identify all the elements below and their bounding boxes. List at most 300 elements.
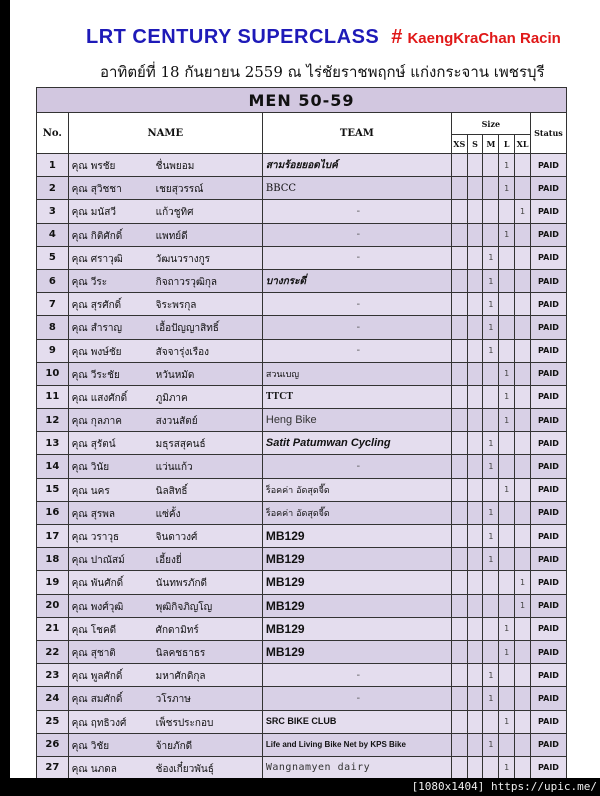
rider-name [68,177,262,200]
rider-last-name: แซ่คั้ง [155,508,181,520]
row-number: 16 [37,501,69,524]
rider-last-name: จิระพรกุล [155,300,197,312]
payment-status: PAID [530,710,566,733]
table-row [37,617,567,640]
rider-name [68,316,262,339]
rider-name [68,548,262,571]
rider-team [262,525,451,548]
rider-name [68,246,262,269]
team-name: - [356,692,361,704]
rider-last-name: ชื่นพยอม [155,161,195,172]
size-cell-l [499,501,515,524]
row-number: 4 [37,223,69,246]
table-row [37,177,567,200]
rider-name [68,756,262,778]
row-number: 2 [37,177,69,200]
rider-team [262,617,451,640]
header-team: TEAM [262,113,451,154]
size-cell-xs [451,525,467,548]
size-cell-xs [451,571,467,594]
size-cell-xs [451,640,467,663]
size-cell-xs [451,293,467,316]
payment-status: PAID [530,640,566,663]
rider-first-name: คุณ แสงศักดิ์ [71,392,128,404]
payment-status: PAID [530,362,566,385]
size-cell-m [483,455,499,478]
rider-team [262,687,451,710]
team-name: Heng Bike [265,414,317,427]
team-name: Life and Living Bike Net by KPS Bike [265,740,406,750]
table-row [37,385,567,408]
size-cell-xl [515,594,531,617]
rider-team [262,409,451,432]
size-cell-l [499,525,515,548]
rider-first-name: คุณ สุรพล [71,508,115,520]
row-number: 17 [37,525,69,548]
size-cell-xs [451,362,467,385]
size-cell-m [483,617,499,640]
table-row [37,154,567,177]
rider-last-name: พุฒิกิจภิญโญ [155,601,213,613]
payment-status: PAID [530,177,566,200]
payment-status: PAID [530,733,566,756]
rider-name [68,432,262,455]
team-name: MB129 [265,575,305,590]
row-number: 21 [37,617,69,640]
table-row [37,710,567,733]
row-number: 5 [37,246,69,269]
size-cell-m [483,640,499,663]
size-count: 1 [504,415,510,425]
event-title [86,26,561,49]
rider-team [262,223,451,246]
table-row [37,640,567,663]
rider-first-name: คุณ กิติศักดิ์ [71,230,123,242]
payment-status: PAID [530,548,566,571]
payment-status: PAID [530,316,566,339]
size-cell-s [467,617,483,640]
size-cell-l [499,362,515,385]
row-number: 7 [37,293,69,316]
rider-first-name: คุณ โชคดี [71,624,117,636]
table-row [37,223,567,246]
team-name: - [356,252,361,264]
size-cell-s [467,432,483,455]
table-row [37,339,567,362]
size-cell-xs [451,478,467,501]
rider-first-name: คุณ ฤทธิวงศ์ [71,717,127,729]
size-cell-xs [451,269,467,292]
rider-first-name: คุณ สุรศักดิ์ [71,300,122,312]
table-row [37,594,567,617]
rider-name [68,594,262,617]
header-size-m: M [483,135,499,154]
size-cell-s [467,594,483,617]
header-status: Status [530,113,566,154]
size-cell-s [467,339,483,362]
size-cell-l [499,733,515,756]
size-count: 1 [488,438,494,448]
payment-status: PAID [530,525,566,548]
size-cell-s [467,525,483,548]
size-count: 1 [519,601,526,611]
size-cell-xs [451,385,467,408]
row-number: 24 [37,687,69,710]
size-count: 1 [504,624,510,634]
rider-name [68,571,262,594]
size-cell-m [483,710,499,733]
size-cell-m [483,362,499,385]
team-name: ร็อคค่า อัดสุดจี๊ด [265,485,330,496]
rider-first-name: คุณ สุวิชชา [71,184,122,196]
size-cell-xl [515,409,531,432]
size-cell-xl [515,525,531,548]
hashtag-text: KaengKraChan Racin [407,30,561,47]
rider-last-name: ช้องเกี๋ยวพันธุ์ [155,763,214,775]
size-cell-s [467,223,483,246]
payment-status: PAID [530,571,566,594]
size-cell-l [499,617,515,640]
size-cell-l [499,571,515,594]
size-cell-m [483,501,499,524]
payment-status: PAID [530,617,566,640]
table-row [37,571,567,594]
size-count: 1 [488,299,494,309]
rider-name [68,200,262,223]
team-name: - [356,298,361,310]
rider-first-name: คุณ ปาณัสม์ [71,555,125,567]
size-count: 1 [488,508,494,518]
size-count: 1 [504,160,510,170]
row-number: 3 [37,200,69,223]
rider-team [262,664,451,687]
size-cell-m [483,200,499,223]
team-name: Wangnamyen dairy [265,762,371,774]
image-size-watermark: [1080x1404] https://upic.me/ [411,780,597,793]
row-number: 13 [37,432,69,455]
size-cell-l [499,385,515,408]
table-row [37,501,567,524]
size-cell-m [483,733,499,756]
size-cell-m [483,316,499,339]
rider-name [68,455,262,478]
size-cell-xl [515,316,531,339]
size-cell-xl [515,617,531,640]
team-name: MB129 [265,552,305,567]
size-cell-m [483,525,499,548]
size-count: 1 [488,554,494,564]
rider-name [68,362,262,385]
size-cell-l [499,548,515,571]
size-cell-xl [515,223,531,246]
header-name: NAME [68,113,262,154]
rider-first-name: คุณ มนัสวี [71,207,116,219]
rider-first-name: คุณ นภดล [71,763,117,775]
table-row [37,478,567,501]
rider-name [68,501,262,524]
rider-first-name: คุณ สำราญ [71,323,123,335]
table-row [37,269,567,292]
size-cell-m [483,756,499,778]
rider-last-name: เชยสุวรรณ์ [155,184,204,196]
row-number: 14 [37,455,69,478]
row-number: 26 [37,733,69,756]
size-cell-xs [451,594,467,617]
team-name: MB129 [265,529,305,544]
size-count: 1 [488,740,494,750]
size-count: 1 [488,670,494,680]
rider-last-name: แก้วชูทิศ [155,207,194,219]
team-name: สวนเบญ [265,369,300,380]
size-cell-m [483,385,499,408]
size-cell-m [483,664,499,687]
size-cell-xl [515,548,531,571]
rider-name [68,664,262,687]
size-cell-m [483,269,499,292]
size-count: 1 [504,717,510,727]
payment-status: PAID [530,664,566,687]
size-cell-xs [451,316,467,339]
size-cell-m [483,409,499,432]
size-cell-xl [515,733,531,756]
header-size-s: S [467,135,483,154]
size-count: 1 [504,230,510,240]
size-cell-s [467,571,483,594]
size-cell-s [467,710,483,733]
document-page [10,0,600,778]
team-name: SRC BIKE CLUB [265,716,337,727]
table-row [37,246,567,269]
table-row [37,756,567,778]
size-cell-s [467,362,483,385]
size-count: 1 [504,369,510,379]
size-cell-s [467,687,483,710]
size-count: 1 [488,276,494,286]
rider-last-name: สงวนสัตย์ [155,416,198,428]
size-count: 1 [519,577,526,587]
size-cell-s [467,733,483,756]
rider-team [262,154,451,177]
rider-last-name: นิลคชธาธร [155,647,206,659]
rider-team [262,316,451,339]
size-cell-xs [451,710,467,733]
size-count: 1 [504,392,510,402]
payment-status: PAID [530,293,566,316]
header-no: No. [37,113,69,154]
size-cell-m [483,594,499,617]
rider-last-name: ภูมิภาค [155,392,188,404]
team-name: MB129 [265,645,305,660]
size-cell-xl [515,385,531,408]
team-name: - [356,205,361,217]
rider-team [262,200,451,223]
rider-name [68,339,262,362]
rider-first-name: คุณ นคร [71,485,110,497]
payment-status: PAID [530,154,566,177]
team-name: สามร้อยยอดไบค์ [265,159,338,171]
team-name: MB129 [265,621,305,636]
size-cell-xs [451,200,467,223]
table-row [37,362,567,385]
size-cell-xs [451,756,467,778]
rider-name [68,710,262,733]
table-row [37,293,567,316]
size-cell-m [483,339,499,362]
size-cell-xl [515,687,531,710]
rider-last-name: แว่นแก้ว [155,462,193,474]
rider-last-name: จ้ายภักดี [155,740,193,752]
size-cell-s [467,409,483,432]
rider-last-name: นิลสิทธิ์ [155,485,188,497]
size-cell-l [499,756,515,778]
size-cell-xs [451,246,467,269]
rider-first-name: คุณ พงศ์วุฒิ [71,601,124,613]
rider-first-name: คุณ พงษ์ชัย [71,346,122,358]
size-cell-l [499,710,515,733]
size-cell-xl [515,664,531,687]
size-cell-s [467,293,483,316]
size-cell-l [499,177,515,200]
size-cell-xs [451,223,467,246]
header-size-l: L [499,135,515,154]
size-cell-xl [515,269,531,292]
team-name: บางกระดี่ [265,275,307,287]
size-cell-l [499,269,515,292]
rider-last-name: วัฒนวรางกูร [155,253,211,265]
size-cell-xs [451,154,467,177]
size-cell-l [499,455,515,478]
size-cell-s [467,200,483,223]
size-cell-xs [451,687,467,710]
size-cell-xs [451,409,467,432]
row-number: 20 [37,594,69,617]
row-number: 10 [37,362,69,385]
rider-team [262,385,451,408]
rider-last-name: ศักดามิทร์ [155,624,199,636]
size-count: 1 [504,183,510,193]
row-number: 1 [37,154,69,177]
table-row [37,200,567,223]
row-number: 9 [37,339,69,362]
size-count: 1 [504,647,510,657]
size-cell-xs [451,548,467,571]
team-name: - [356,669,361,681]
row-number: 27 [37,756,69,778]
payment-status: PAID [530,756,566,778]
rider-team [262,339,451,362]
payment-status: PAID [530,339,566,362]
rider-first-name: คุณ วิชัย [71,740,110,752]
rider-first-name: คุณ กุลภาค [71,416,122,428]
size-cell-xl [515,501,531,524]
rider-team [262,478,451,501]
size-cell-s [467,756,483,778]
size-cell-l [499,293,515,316]
table-row [37,733,567,756]
size-cell-xl [515,362,531,385]
payment-status: PAID [530,223,566,246]
table-row [37,316,567,339]
table-row [37,687,567,710]
rider-last-name: นันทพรภักดี [155,578,208,590]
size-count: 1 [519,206,526,216]
rider-last-name: แพทย์ดี [155,230,188,242]
size-cell-xl [515,339,531,362]
rider-name [68,687,262,710]
rider-first-name: คุณ วีระชัย [71,369,120,381]
rider-last-name: สัจจารุ่งเรือง [155,346,210,358]
size-cell-s [467,455,483,478]
size-cell-l [499,409,515,432]
rider-last-name: เพ็ชรประกอบ [155,717,214,729]
size-cell-l [499,316,515,339]
row-number: 23 [37,664,69,687]
rider-first-name: คุณ สุชาติ [71,647,116,659]
rider-first-name: คุณ วินัย [71,462,110,474]
size-cell-s [467,548,483,571]
rider-first-name: คุณ วราวุธ [71,532,120,543]
size-cell-xs [451,664,467,687]
size-count: 1 [488,462,494,472]
size-cell-xl [515,432,531,455]
size-count: 1 [488,346,494,356]
size-cell-xl [515,478,531,501]
rider-name [68,154,262,177]
row-number: 25 [37,710,69,733]
size-cell-xl [515,246,531,269]
rider-team [262,501,451,524]
size-cell-s [467,478,483,501]
size-cell-m [483,548,499,571]
rider-team [262,640,451,663]
size-cell-s [467,501,483,524]
entry-sheet [36,87,567,778]
payment-status: PAID [530,687,566,710]
size-cell-m [483,478,499,501]
size-cell-l [499,200,515,223]
table-row [37,455,567,478]
rider-team [262,756,451,778]
table-row [37,664,567,687]
payment-status: PAID [530,385,566,408]
size-cell-xl [515,293,531,316]
rider-last-name: จินดาวงศ์ [155,532,198,543]
size-cell-l [499,339,515,362]
size-count: 1 [488,531,494,541]
size-cell-l [499,223,515,246]
size-cell-l [499,687,515,710]
payment-status: PAID [530,432,566,455]
row-number: 8 [37,316,69,339]
size-cell-xl [515,640,531,663]
size-cell-s [467,269,483,292]
size-cell-m [483,246,499,269]
row-number: 12 [37,409,69,432]
size-cell-xl [515,200,531,223]
payment-status: PAID [530,200,566,223]
team-name: - [356,345,361,357]
size-cell-m [483,687,499,710]
size-cell-xl [515,756,531,778]
size-cell-l [499,478,515,501]
rider-first-name: คุณ พันศักดิ์ [71,578,124,590]
payment-status: PAID [530,246,566,269]
team-name: TTCT [265,391,294,403]
size-cell-m [483,432,499,455]
team-name: - [356,461,361,473]
size-cell-xl [515,154,531,177]
size-count: 1 [504,485,510,495]
